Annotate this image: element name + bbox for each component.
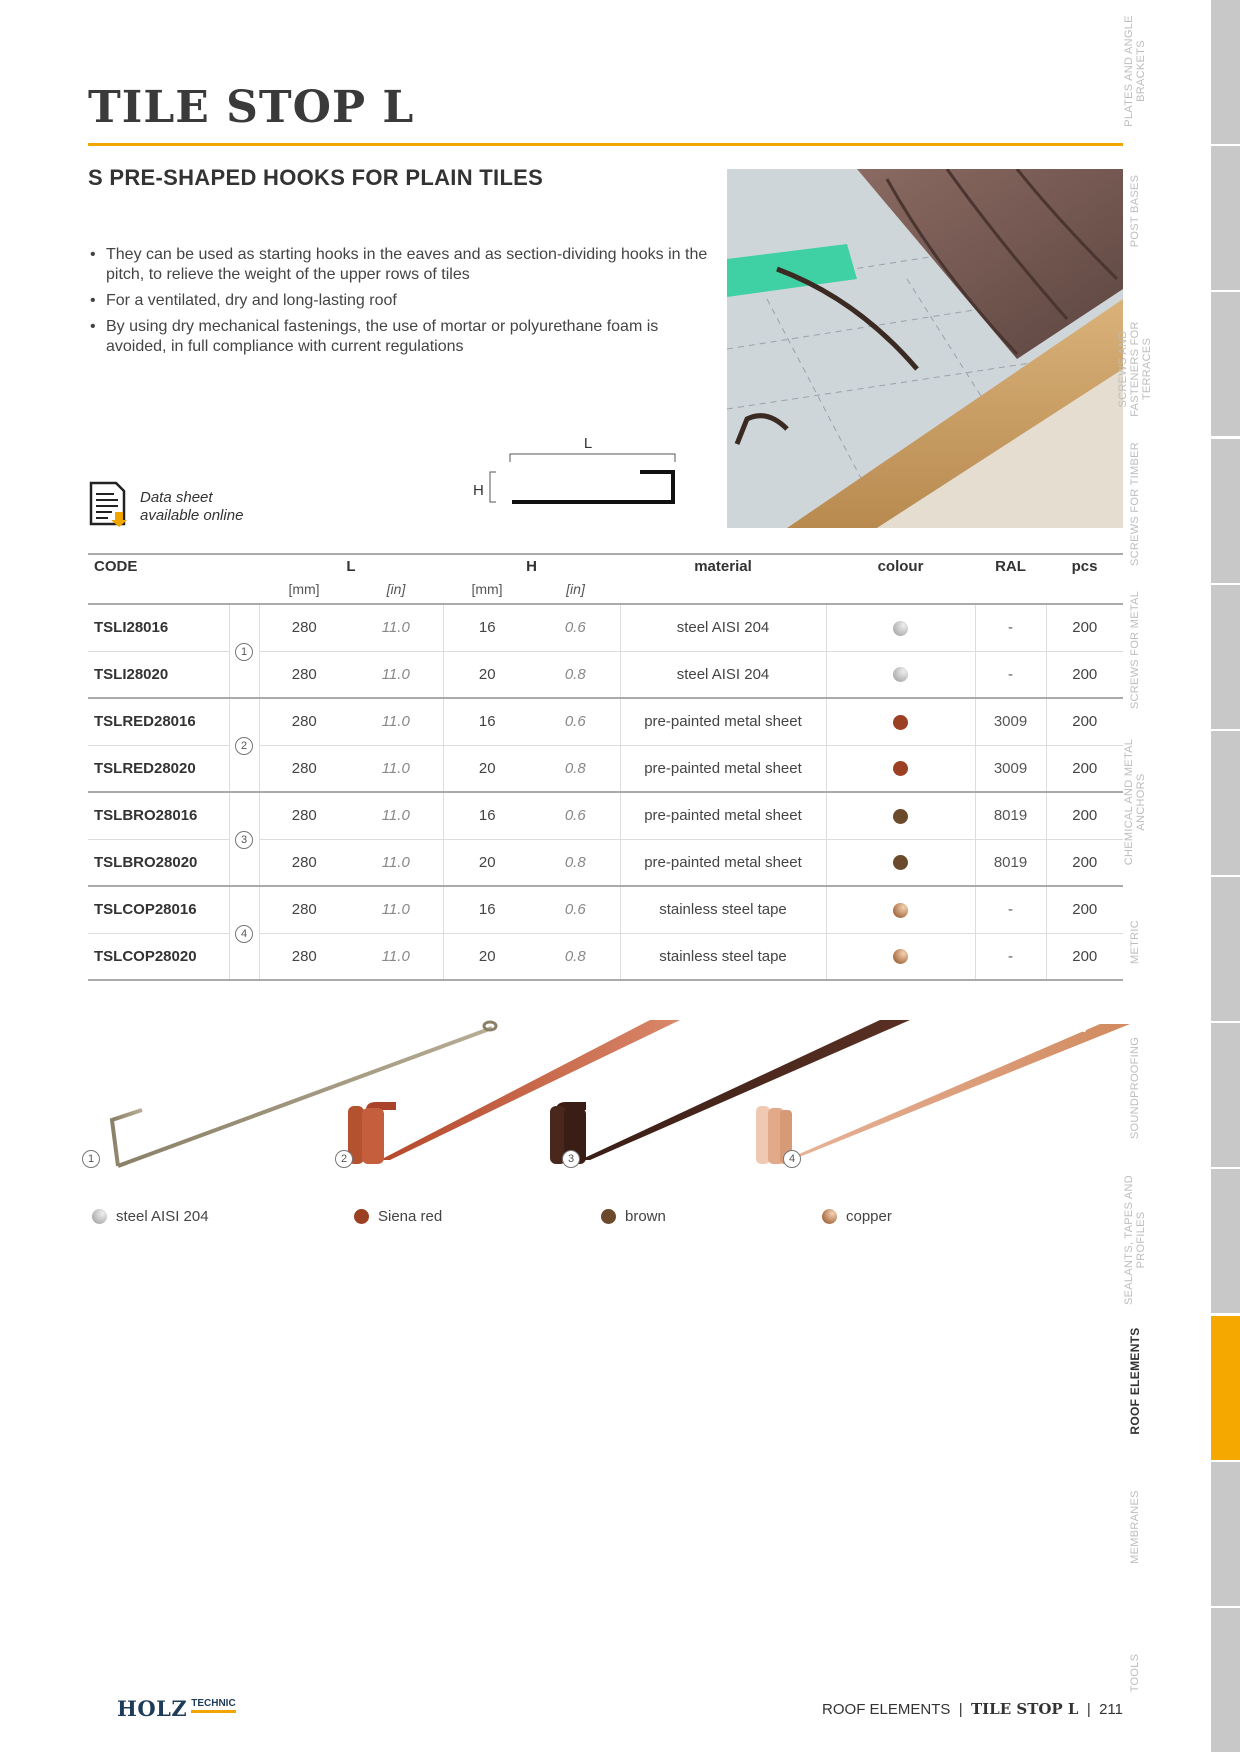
brown-colour-swatch [601, 1209, 616, 1224]
colour-swatch [893, 855, 908, 870]
product-photo [727, 169, 1123, 528]
cell-ral: 8019 [975, 839, 1046, 886]
unit-mm: [mm] [288, 581, 320, 597]
sidebar-tab-label: MEMBRANES [1129, 1489, 1141, 1564]
col-header-material: material [694, 558, 752, 575]
cell-pcs: 200 [1046, 745, 1123, 792]
cell-h-mm: 20 [443, 839, 531, 886]
cell-l-mm: 280 [259, 604, 349, 651]
sidebar-tab-label: SCREWS FOR TIMBER [1129, 441, 1141, 566]
feature-item: • By using dry mechanical fastenings, the use of mortar or polyurethane foam is avoided, in full compliance with current regulations [88, 317, 708, 357]
cell-ral: - [975, 886, 1046, 933]
cell-l-mm: 280 [259, 698, 349, 745]
cell-l-mm: 280 [259, 792, 349, 839]
sidebar-tab[interactable] [1211, 731, 1240, 877]
sidebar-tab[interactable] [1211, 1608, 1240, 1754]
cell-material: pre-painted metal sheet [620, 698, 826, 745]
sidebar-tab-label: SOUNDPROOFING [1129, 1037, 1141, 1140]
cell-pcs: 200 [1046, 839, 1123, 886]
cell-pcs: 200 [1046, 698, 1123, 745]
colour-swatch [893, 949, 908, 964]
cell-l-in: 11.0 [349, 933, 443, 980]
sidebar-tab[interactable] [1211, 1169, 1240, 1315]
sidebar-tab-label: SCREWS FOR METAL [1129, 590, 1141, 709]
datasheet-line2: available online [140, 506, 244, 524]
group-number: 3 [235, 831, 253, 849]
unit-mm: [mm] [471, 581, 503, 597]
footer-separator: | [958, 1701, 963, 1718]
feature-item: • For a ventilated, dry and long-lasting roof [88, 291, 708, 311]
brand-logo [117, 1696, 236, 1721]
cell-ral: 3009 [975, 745, 1046, 792]
cell-code: TSLBRO28020 [88, 839, 229, 886]
cell-material: pre-painted metal sheet [620, 745, 826, 792]
footer-product: TILE STOP L [970, 1700, 1079, 1718]
colour-swatch [893, 903, 908, 918]
sidebar-tab[interactable] [1211, 1462, 1240, 1608]
col-header-colour: colour [877, 558, 924, 575]
product-number: 2 [335, 1150, 353, 1168]
datasheet-link[interactable] [88, 480, 243, 533]
feature-item: • They can be used as starting hooks in the eaves and as section-dividing hooks in the pitch, to relieve the weight of the upper rows of tiles [88, 245, 708, 285]
group-number-cell [229, 792, 259, 886]
section-sidebar [1117, 0, 1240, 1754]
title-divider [88, 143, 1123, 146]
cell-l-in: 11.0 [349, 604, 443, 651]
diagram-label-h: H [473, 482, 484, 499]
sidebar-tab[interactable] [1211, 439, 1240, 585]
cell-h-in: 0.6 [531, 886, 620, 933]
group-number: 2 [235, 737, 253, 755]
col-header-h: H [526, 558, 537, 575]
document-download-icon [88, 480, 128, 533]
cell-code: TSLCOP28020 [88, 933, 229, 980]
cell-pcs: 200 [1046, 886, 1123, 933]
cell-material: steel AISI 204 [620, 604, 826, 651]
cell-h-mm: 16 [443, 698, 531, 745]
sidebar-tab[interactable] [1211, 146, 1240, 292]
colour-swatch [893, 667, 908, 682]
cell-l-in: 11.0 [349, 745, 443, 792]
colour-swatch [893, 761, 908, 776]
cell-colour [826, 651, 975, 698]
unit-in: [in] [386, 581, 406, 597]
group-number: 4 [235, 925, 253, 943]
cell-l-mm: 280 [259, 886, 349, 933]
cell-ral: 8019 [975, 792, 1046, 839]
cell-l-in: 11.0 [349, 651, 443, 698]
colour-swatch [893, 715, 908, 730]
legend-item [601, 1208, 666, 1225]
feature-list [88, 245, 708, 363]
cell-pcs: 200 [1046, 933, 1123, 980]
sidebar-tab-label: POST BASES [1129, 175, 1141, 248]
page-subtitle: S PRE-SHAPED HOOKS FOR PLAIN TILES [88, 165, 544, 190]
sidebar-tab[interactable] [1211, 292, 1240, 438]
cell-l-mm: 280 [259, 745, 349, 792]
legend-item [822, 1208, 892, 1225]
legend-label: Siena red [378, 1208, 443, 1225]
colour-swatch [893, 621, 908, 636]
col-header-ral: RAL [995, 558, 1026, 575]
cell-h-in: 0.8 [531, 745, 620, 792]
cell-code: TSLRED28016 [88, 698, 229, 745]
table-row [88, 792, 1123, 839]
group-number: 1 [235, 643, 253, 661]
col-header-code: CODE [94, 558, 138, 575]
col-header-l: L [346, 558, 356, 575]
cell-colour [826, 745, 975, 792]
cell-code: TSLI28020 [88, 651, 229, 698]
cell-colour [826, 839, 975, 886]
legend-item [354, 1208, 442, 1225]
sidebar-tab[interactable] [1211, 1023, 1240, 1169]
cell-h-mm: 16 [443, 886, 531, 933]
cell-h-mm: 20 [443, 651, 531, 698]
legend-item [92, 1208, 209, 1225]
footer-section: ROOF ELEMENTS [822, 1701, 951, 1718]
footer-separator: | [1086, 1701, 1091, 1718]
product-copper-hook [756, 1024, 1130, 1164]
product-steel-hook [112, 1022, 496, 1166]
cell-colour [826, 698, 975, 745]
sidebar-tab[interactable] [1211, 585, 1240, 731]
product-number: 4 [783, 1150, 801, 1168]
cell-pcs: 200 [1046, 792, 1123, 839]
cell-code: TSLRED28020 [88, 745, 229, 792]
sidebar-tab-label: SCREWS AND FASTENERS FOR TERRACES [1117, 321, 1153, 418]
group-number-cell [229, 698, 259, 792]
group-number-cell [229, 886, 259, 980]
sidebar-tab-label: PLATES AND ANGLE BRACKETS [1123, 15, 1147, 127]
cell-h-in: 0.8 [531, 651, 620, 698]
red-colour-swatch [354, 1209, 369, 1224]
cell-h-mm: 20 [443, 933, 531, 980]
cell-material: stainless steel tape [620, 933, 826, 980]
logo-main: HOLZ [117, 1696, 188, 1721]
cell-ral: - [975, 604, 1046, 651]
cell-colour [826, 792, 975, 839]
diagram-label-l: L [583, 435, 593, 452]
sidebar-tab[interactable] [1211, 0, 1240, 146]
table-row [88, 698, 1123, 745]
cell-h-mm: 16 [443, 792, 531, 839]
datasheet-line1: Data sheet [140, 488, 213, 506]
cell-l-in: 11.0 [349, 698, 443, 745]
cell-code: TSLBRO28016 [88, 792, 229, 839]
cell-l-mm: 280 [259, 933, 349, 980]
legend-label: brown [625, 1208, 666, 1225]
cell-l-in: 11.0 [349, 886, 443, 933]
sidebar-tab-label: METRIC [1129, 920, 1141, 965]
product-brown-hook [550, 1020, 910, 1164]
colour-swatch [893, 809, 908, 824]
cell-pcs: 200 [1046, 651, 1123, 698]
profile-diagram [468, 430, 688, 510]
cell-ral: - [975, 933, 1046, 980]
logo-sub: TECHNIC [191, 1698, 235, 1713]
sidebar-tab-label: ROOF ELEMENTS [1128, 1326, 1142, 1435]
cell-h-in: 0.6 [531, 792, 620, 839]
sidebar-tab[interactable] [1211, 1316, 1240, 1462]
cell-h-in: 0.8 [531, 933, 620, 980]
cell-code: TSLCOP28016 [88, 886, 229, 933]
cell-h-mm: 16 [443, 604, 531, 651]
cell-colour [826, 886, 975, 933]
cell-l-in: 11.0 [349, 792, 443, 839]
cell-h-in: 0.6 [531, 698, 620, 745]
product-number: 1 [82, 1150, 100, 1168]
copper-colour-swatch [822, 1209, 837, 1224]
cell-colour [826, 604, 975, 651]
col-header-pcs: pcs [1071, 558, 1098, 575]
cell-colour [826, 933, 975, 980]
page-number: 211 [1099, 1701, 1123, 1718]
product-number: 3 [562, 1150, 580, 1168]
cell-ral: - [975, 651, 1046, 698]
legend-label: copper [846, 1208, 892, 1225]
product-illustrations [80, 1010, 1140, 1180]
sidebar-tab-label: SEALANTS, TAPES AND PROFILES [1123, 1175, 1147, 1306]
cell-h-in: 0.6 [531, 604, 620, 651]
sidebar-tab-label: TOOLS [1129, 1653, 1141, 1693]
cell-code: TSLI28016 [88, 604, 229, 651]
unit-in: [in] [566, 581, 585, 597]
table-row [88, 604, 1123, 651]
cell-ral: 3009 [975, 698, 1046, 745]
cell-material: pre-painted metal sheet [620, 792, 826, 839]
steel-colour-swatch [92, 1209, 107, 1224]
table-row [88, 886, 1123, 933]
cell-l-mm: 280 [259, 839, 349, 886]
spec-table [88, 553, 1123, 981]
cell-material: steel AISI 204 [620, 651, 826, 698]
sidebar-tab-label: CHEMICAL AND METAL ANCHORS [1123, 738, 1147, 866]
legend-label: steel AISI 204 [116, 1208, 209, 1225]
cell-l-mm: 280 [259, 651, 349, 698]
cell-pcs: 200 [1046, 604, 1123, 651]
sidebar-tab[interactable] [1211, 877, 1240, 1023]
group-number-cell [229, 604, 259, 698]
cell-h-in: 0.8 [531, 839, 620, 886]
page-footer [822, 1700, 1123, 1718]
page-title: TILE STOP L [88, 82, 415, 133]
cell-material: pre-painted metal sheet [620, 839, 826, 886]
cell-material: stainless steel tape [620, 886, 826, 933]
cell-h-mm: 20 [443, 745, 531, 792]
cell-l-in: 11.0 [349, 839, 443, 886]
